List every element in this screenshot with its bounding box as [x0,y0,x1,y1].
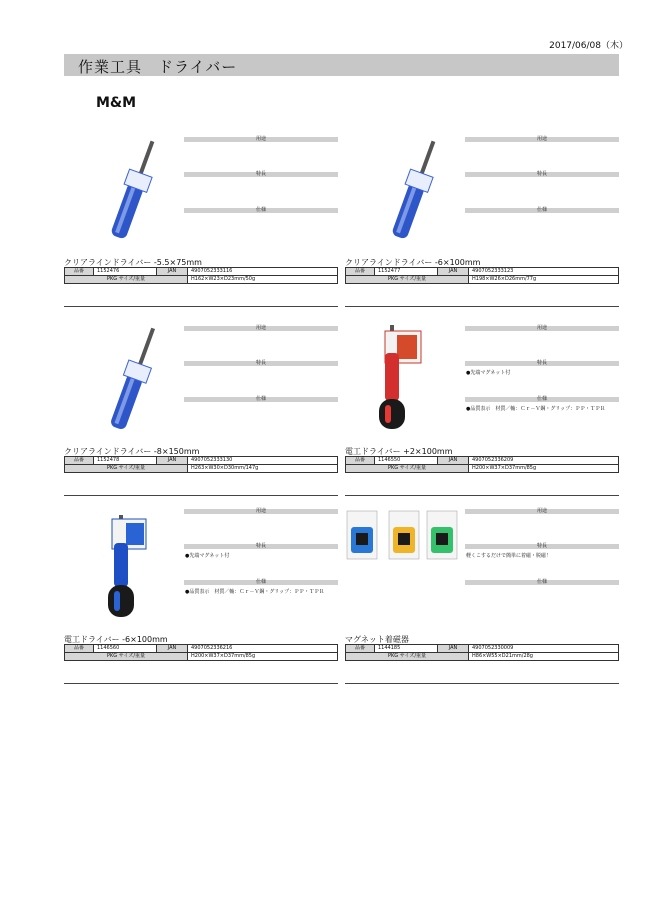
pkg-label: PKG サイズ/重量 [346,276,469,284]
feature-section-header: 特長 [184,544,338,549]
pkg-value: H162×W23×D23mm/50g [188,276,338,284]
product-name: クリアラインドライバー -8×150mm [64,447,200,456]
blue-clear-screwdriver-image [64,321,182,441]
code-label: 品番 [346,645,375,653]
spec-section-header: 仕様 [184,580,338,585]
code-label: 品番 [346,457,375,465]
blue-electrician-screwdriver-image [64,509,182,629]
divider [345,495,619,496]
feature-section-header: 特長 [184,172,338,177]
spec-section-header: 仕様 [465,397,619,402]
divider [64,495,338,496]
blue-clear-screwdriver-image [345,132,463,252]
pkg-label: PKG サイズ/重量 [65,276,188,284]
product-card [64,509,338,699]
jan-value: 4907052330009 [469,645,619,653]
product-info-table [345,267,619,284]
page-title: 作業工具 ドライバー [78,58,238,76]
product-info-table [345,456,619,473]
pkg-label: PKG サイズ/重量 [346,653,469,661]
product-name: 電工ドライバー -6×100mm [64,635,168,644]
divider [345,683,619,684]
feature-text: 軽くこするだけで簡単に着磁・脱磁！ [466,553,552,559]
code-value: 1152476 [94,268,157,276]
product-name: 電工ドライバー +2×100mm [345,447,453,456]
jan-label: JAN [438,457,469,465]
product-name: マグネット着磁器 [345,635,409,644]
spec-section-header: 仕様 [184,208,338,213]
pkg-value: H200×W37×D37mm/85g [469,465,619,473]
product-name: クリアラインドライバー -5.5×75mm [64,258,202,267]
jan-label: JAN [157,645,188,653]
code-value: 1144185 [375,645,438,653]
spec-section-header: 仕様 [184,397,338,402]
jan-value: 4907052336216 [188,645,338,653]
use-section-header: 用途 [465,137,619,142]
pkg-label: PKG サイズ/重量 [65,653,188,661]
spec-text: ●品質表示 材質／軸：Ｃｒ－Ｖ鋼・グリップ：ＰＰ・ＴＰＲ [466,406,606,412]
code-value: 1146560 [94,645,157,653]
jan-value: 4907052333130 [188,457,338,465]
jan-label: JAN [157,268,188,276]
pkg-value: H200×W37×D37mm/85g [188,653,338,661]
product-card [345,509,619,699]
pkg-label: PKG サイズ/重量 [65,465,188,473]
jan-label: JAN [438,645,469,653]
feature-section-header: 特長 [184,361,338,366]
use-section-header: 用途 [465,326,619,331]
code-label: 品番 [346,268,375,276]
spec-text: ●品質表示 材質／軸：Ｃｒ－Ｖ鋼・グリップ：ＰＰ・ＴＰＲ [185,589,325,595]
product-info-table [64,644,338,661]
pkg-label: PKG サイズ/重量 [346,465,469,473]
feature-text: ●先端マグネット付 [466,370,511,376]
code-value: 1152478 [94,457,157,465]
feature-section-header: 特長 [465,172,619,177]
product-card [345,321,619,511]
use-section-header: 用途 [184,137,338,142]
spec-section-header: 仕様 [465,580,619,585]
jan-label: JAN [438,268,469,276]
blue-clear-screwdriver-image [64,132,182,252]
product-info-table [64,456,338,473]
use-section-header: 用途 [184,509,338,514]
code-value: 1146550 [375,457,438,465]
jan-value: 4907052333116 [188,268,338,276]
pkg-value: H86×W55×D21mm/28g [469,653,619,661]
product-card [345,132,619,322]
red-electrician-screwdriver-image [345,321,463,441]
feature-section-header: 特長 [465,544,619,549]
use-section-header: 用途 [184,326,338,331]
divider [345,306,619,307]
product-info-table [64,267,338,284]
product-info-table [345,644,619,661]
product-name: クリアラインドライバー -6×100mm [345,258,481,267]
divider [64,683,338,684]
jan-label: JAN [157,457,188,465]
code-label: 品番 [65,457,94,465]
code-label: 品番 [65,268,94,276]
product-card [64,321,338,511]
product-card [64,132,338,322]
feature-section-header: 特長 [465,361,619,366]
use-section-header: 用途 [465,509,619,514]
title-bar [64,54,619,76]
feature-text: ●先端マグネット付 [185,553,230,559]
brand-name: M&M [96,95,137,111]
pkg-value: H263×W30×D30mm/147g [188,465,338,473]
spec-section-header: 仕様 [465,208,619,213]
divider [64,306,338,307]
code-value: 1152477 [375,268,438,276]
magnetizer-packs-image [345,509,463,629]
date-label: 2017/06/08（木） [549,41,628,51]
jan-value: 4907052333123 [469,268,619,276]
pkg-value: H198×W26×D26mm/77g [469,276,619,284]
jan-value: 4907052336209 [469,457,619,465]
code-label: 品番 [65,645,94,653]
